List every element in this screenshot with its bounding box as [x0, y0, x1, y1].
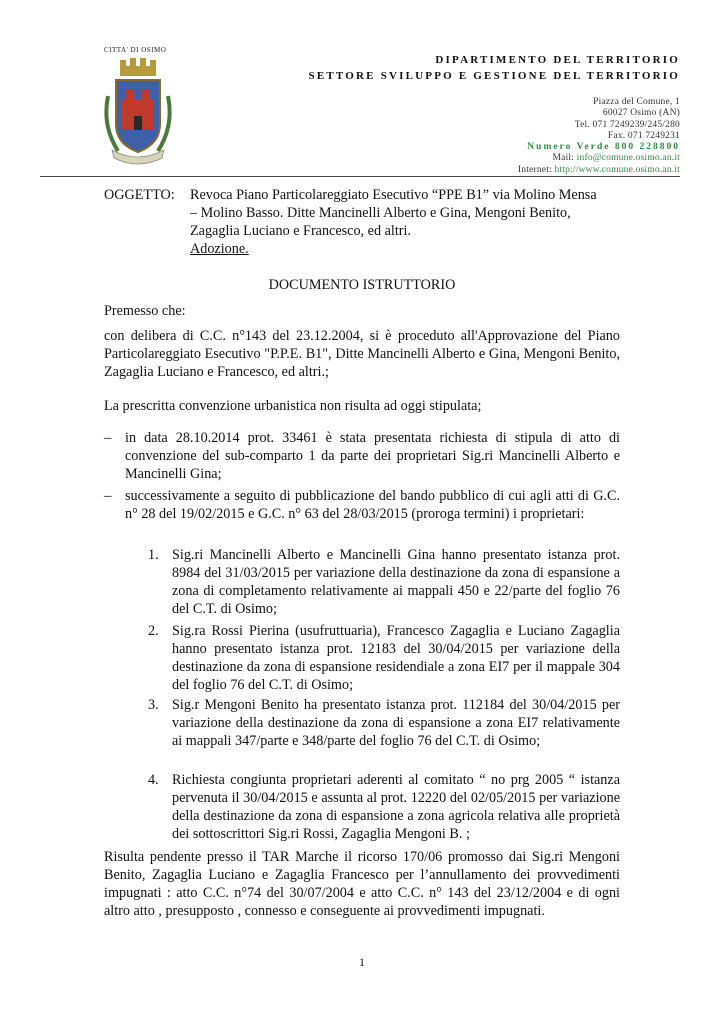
paragraph-approval: con delibera di C.C. n°143 del 23.12.2004, si è proceduto all'Approvazione del Piano Particolareggiato Esecutivo "P.P.E. B1", Ditte Mancinelli Alberto e Gina, Mengoni Benito, Zagaglia Luciano e Francesco, ed altri.;: [104, 328, 620, 380]
subject-line: – Molino Basso. Ditte Mancinelli Alberto e Gina, Mengoni Benito,: [190, 205, 571, 221]
sector-name: SETTORE SVILUPPO E GESTIONE DEL TERRITORIO: [308, 70, 680, 82]
subject-adoption: Adozione.: [190, 241, 249, 257]
crown-icon: [120, 58, 156, 76]
bullet-dash: –: [104, 430, 112, 446]
subject-label: OGGETTO:: [104, 187, 175, 203]
mail-label: Mail:: [552, 153, 577, 164]
department-name: DIPARTIMENTO DEL TERRITORIO: [435, 54, 680, 66]
fax: Fax. 071 7249231: [607, 130, 680, 141]
subject-line: Revoca Piano Particolareggiato Esecutivo “PPE B1” via Molino Mensa: [190, 187, 597, 203]
subject-text: [190, 186, 620, 258]
logo-caption: CITTA' DI OSIMO: [104, 46, 167, 54]
premise-heading: Premesso che:: [104, 303, 186, 319]
mail-line: [518, 153, 680, 164]
telephone: Tel. 071 7249239/245/280: [574, 119, 680, 130]
address: Piazza del Comune, 1: [593, 97, 680, 107]
list-item: Sig.ra Rossi Pierina (usufruttuaria), Francesco Zagaglia e Luciano Zagaglia hanno presentato istanza prot. 12183 del 30/04/2015 per variazione della destinazione da zona di espansione residendiale a zona EI7 per il mappale 304 del foglio 76 del C.T. di Osimo;: [172, 623, 620, 693]
coat-of-arms-logo: [98, 46, 178, 172]
internet-label: Internet:: [517, 164, 555, 175]
mail-link[interactable]: info@comune.osimo.an.it: [576, 153, 680, 164]
list-item: Sig.ri Mancinelli Alberto e Mancinelli Gina hanno presentato istanza prot. 8984 del 31/03/2015 per variazione della destinazione da zona di espansione a zona di completamento relativamente ai mappali 450 e 22/parte del foglio 76 del C.T. di Osimo;: [172, 547, 620, 617]
paragraph-convention: La prescritta convenzione urbanistica non risulta ad oggi stipulata;: [104, 398, 482, 414]
toll-free-number: Numero Verde 800 228800: [527, 142, 680, 153]
list-item: Sig.r Mengoni Benito ha presentato istanza prot. 112184 del 30/04/2015 per variazione della destinazione da zona di espansione a zona EI7 relativamente ai mappali 347/parte e 348/parte del foglio 76 del C.T. di Osimo;: [172, 697, 620, 749]
list-item: Richiesta congiunta proprietari aderenti al comitato “ no prg 2005 “ istanza pervenuta il 30/04/2015 e assunta al prot. 12220 del 02/05/2015 per variazione della destinazione da zona di espansione a zona agricola relativa alle proprietà dei sottoscrittori Sig.ri Rossi, Zagaglia Mengoni B. ;: [172, 772, 620, 842]
postal-code: 60027 Osimo (AN): [602, 108, 680, 119]
bullet-dash: –: [104, 488, 112, 504]
website-link[interactable]: http://www.comune.osimo.an.it: [554, 164, 680, 175]
bullet-item: in data 28.10.2014 prot. 33461 è stata presentata richiesta di stipula di atto di convenzione del sub-comparto 1 da parte dei proprietari Sig.ri Mancinelli Alberto e Mancinelli Gina;: [125, 430, 620, 482]
document-title: DOCUMENTO ISTRUTTORIO: [268, 277, 456, 293]
list-number: 3.: [148, 697, 159, 713]
paragraph-tar-appeal: Risulta pendente presso il TAR Marche il ricorso 170/06 promosso dai Sig.ri Mengoni Benito, Zagaglia Luciano e Zagaglia Francesco per l’annullamento dei provvedimenti impugnati : atto C.C. n°74 del 30/07/2004 e atto C.C. n° 143 del 23/12/2004 e di ogni altro atto , presupposto , connesso e conseguente ai provvedimenti impugnati.: [104, 849, 620, 919]
list-number: 2.: [148, 623, 159, 639]
page-number: 1: [359, 955, 365, 969]
subject-line: Zagaglia Luciano e Francesco, ed altri.: [190, 223, 411, 239]
bullet-item: successivamente a seguito di pubblicazione del bando pubblico di cui agli atti di G.C. n° 28 del 19/02/2015 e G.C. n° 63 del 28/03/2015 (proroga termini) i proprietari:: [125, 488, 620, 522]
department-heading: [309, 52, 680, 84]
header-divider: [40, 176, 680, 177]
internet-line: [518, 165, 680, 176]
contact-block: [518, 97, 680, 176]
list-number: 1.: [148, 547, 159, 563]
list-number: 4.: [148, 772, 159, 788]
